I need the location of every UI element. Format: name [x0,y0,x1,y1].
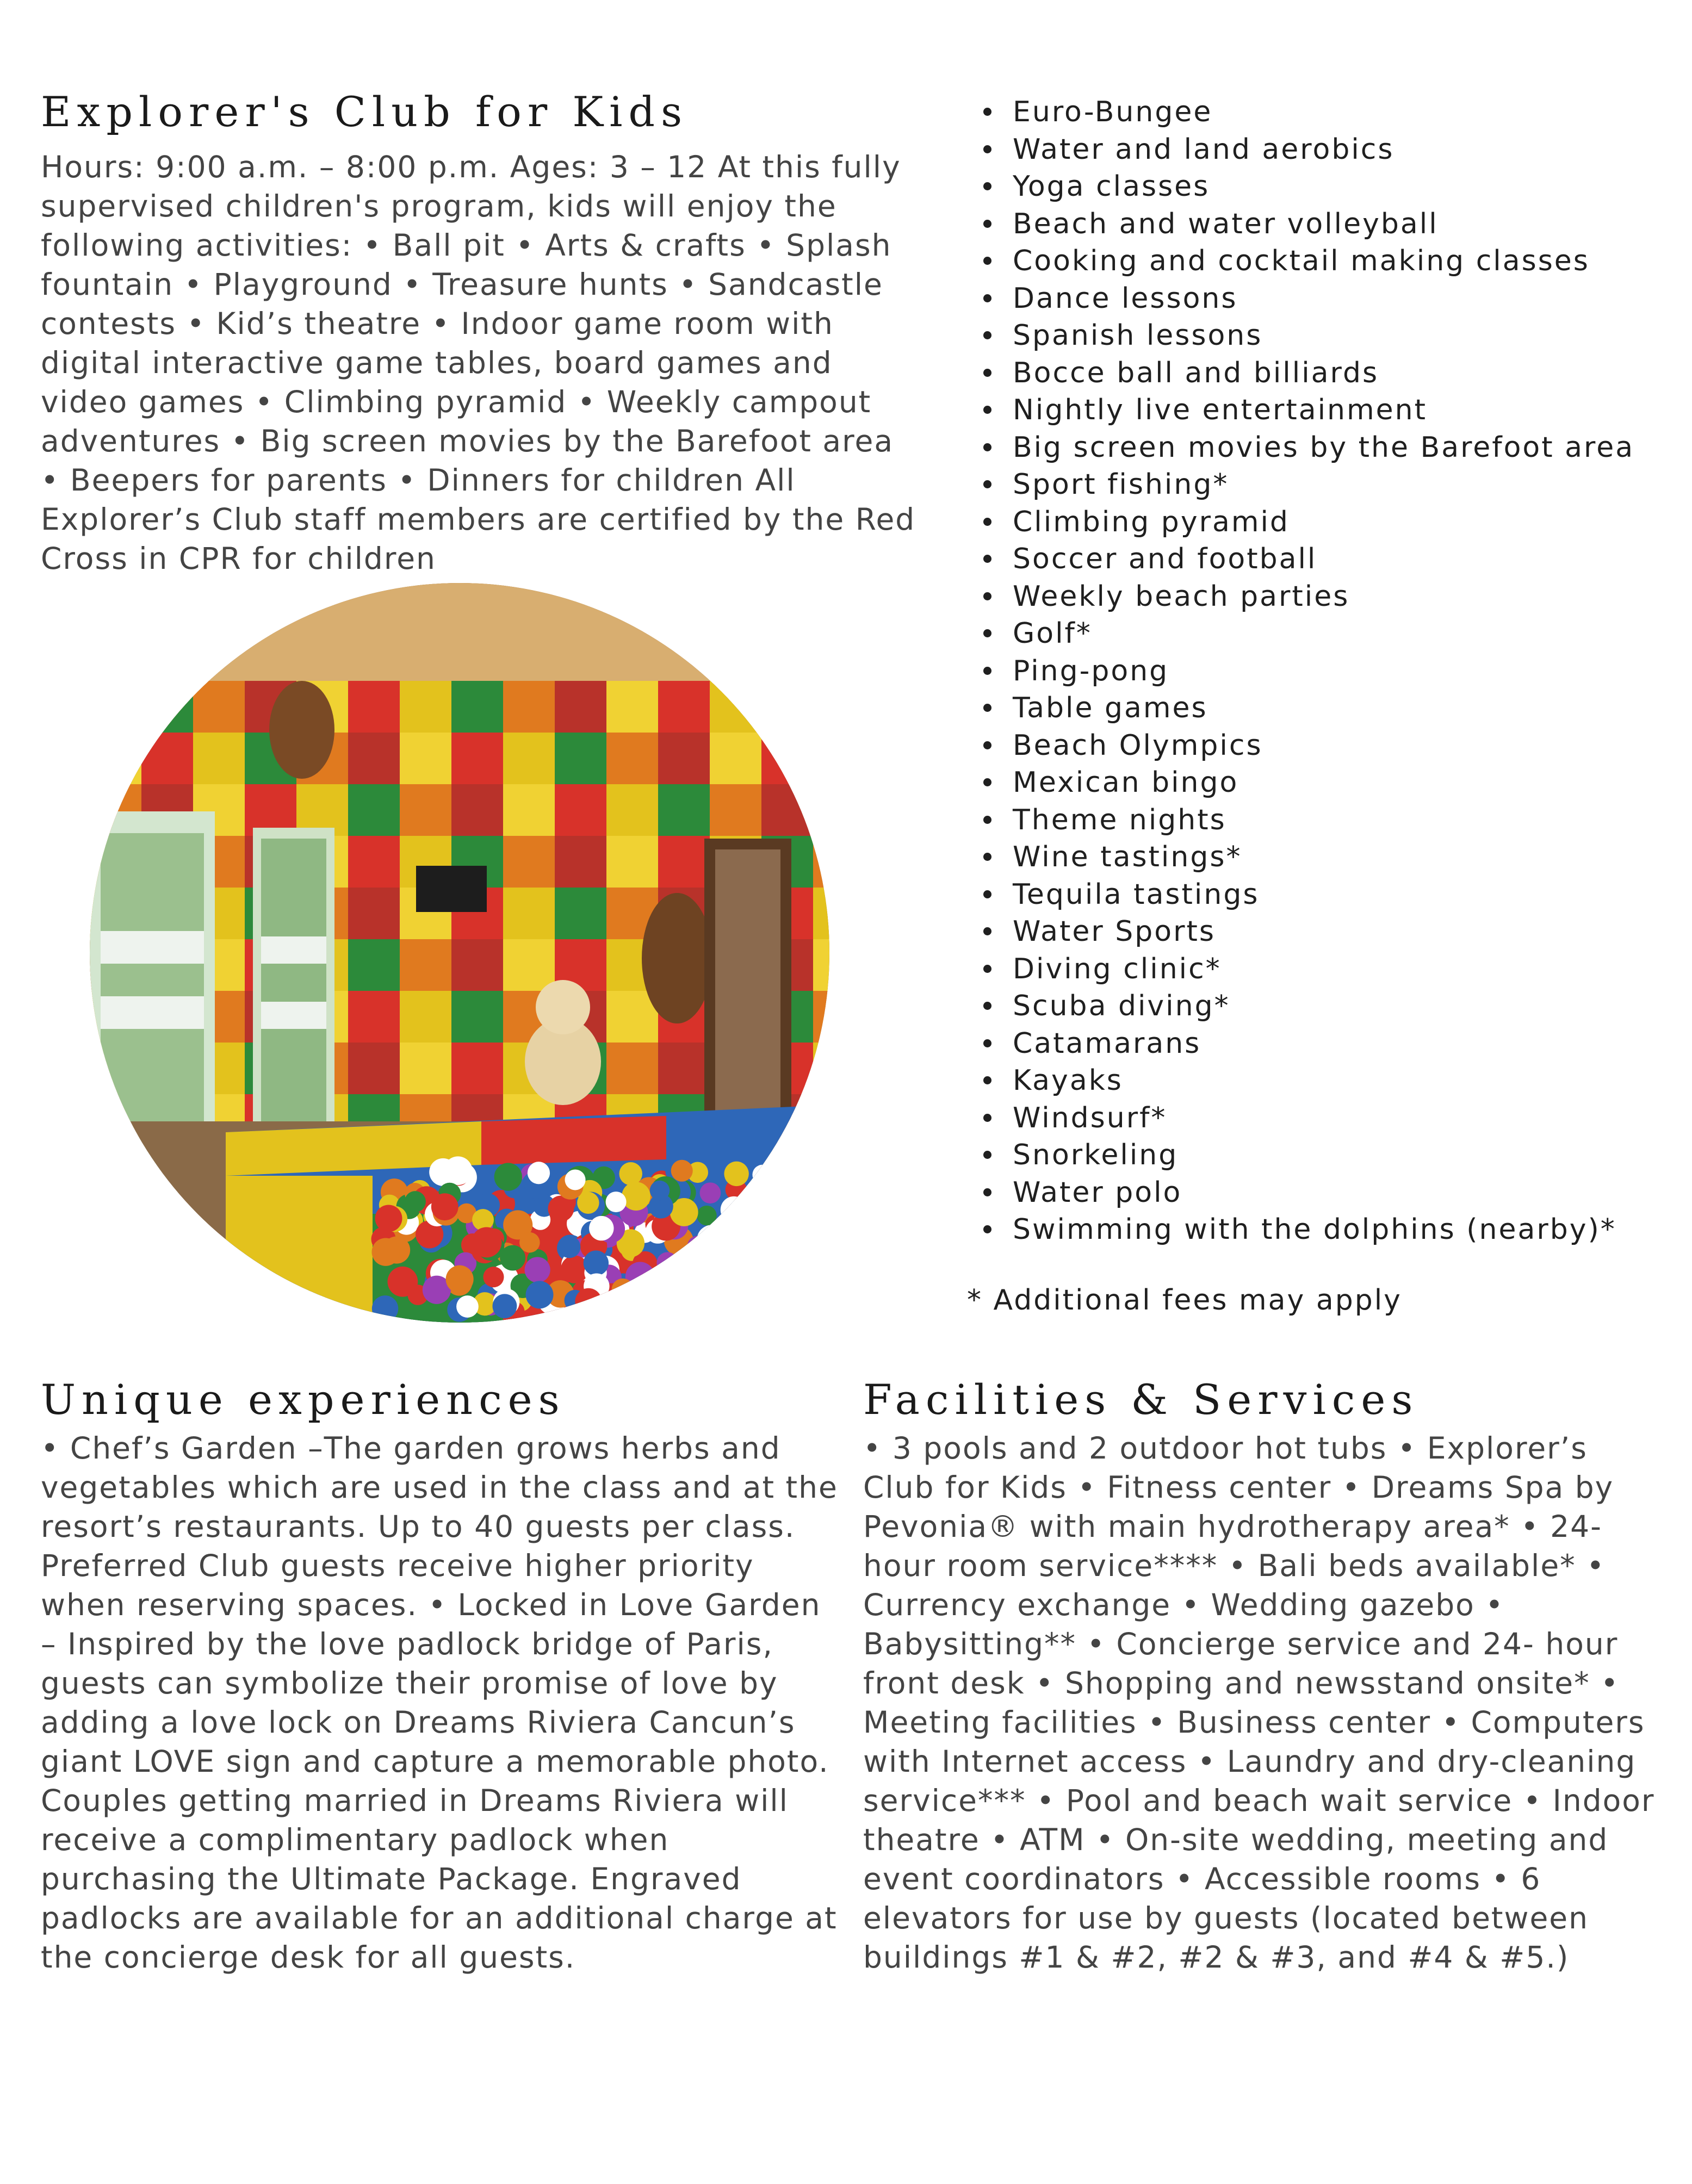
activity-item: Water polo [983,1174,1663,1212]
explorers-club-heading: Explorer's Club for Kids [41,88,689,136]
activity-item: Snorkeling [983,1137,1663,1174]
activity-item: Mexican bingo [983,764,1663,802]
activity-item: Beach Olympics [983,727,1663,765]
activity-item: Beach and water volleyball [983,206,1663,243]
activity-item: Kayaks [983,1062,1663,1100]
activity-item: Ping-pong [983,653,1663,690]
activity-item: Dance lessons [983,280,1663,318]
activity-item: Climbing pyramid [983,504,1663,541]
facilities-services-description: • 3 pools and 2 outdoor hot tubs • Explorer’s Club for Kids • Fitness center • Dreams Spa by Pevonia® with main hydrotherapy area* • 24-hour room service**** • Bali beds available* • Currency exchange • Wedding gazebo • Babysitting** • Concierge service and 24- hour front desk • Shopping and newsstand onsite* • Meeting facilities • Business center • Computers with Internet access • Laundry and dry-cleaning service*** • Pool and beach wait service • Indoor theatre • ATM • On-site wedding, meeting and event coordinators • Accessible rooms • 6 elevators for use by guests (located between buildings #1 & #2, #2 & #3, and #4 & #5.) [863,1431,1655,1975]
kids-club-photo [90,583,829,1323]
activity-item: Table games [983,690,1663,727]
activity-item: Golf* [983,615,1663,653]
explorers-club-description: Hours: 9:00 a.m. – 8:00 p.m. Ages: 3 – 12 At this fully supervised children's program, kids will enjoy the following activities: • Ball pit • Arts & crafts • Splash fountain • Playground • Treasure hunts • Sandcastle contests • Kid’s theatre • Indoor game room with digital interactive game tables, board games and video games • Climbing pyramid • Weekly campout adventures • Big screen movies by the Barefoot area • Beepers for parents • Dinners for children All Explorer’s Club staff members are certified by the Red Cross in CPR for children [41,150,916,576]
activities-list [983,94,1663,1249]
activity-item: Scuba diving* [983,988,1663,1025]
activity-item: Tequila tastings [983,876,1663,914]
activity-item: Theme nights [983,802,1663,839]
facilities-services-heading: Facilities & Services [863,1375,1419,1424]
unique-experiences-description: • Chef’s Garden –The garden grows herbs and vegetables which are used in the class and at the resort’s restaurants. Up to 40 guests per class. Preferred Club guests receive higher priority when reserving spaces. • Locked in Love Garden – Inspired by the love padlock bridge of Paris, guests can symbolize their promise of love by adding a love lock on Dreams Riviera Cancun’s giant LOVE sign and capture a memorable photo. Couples getting married in Dreams Riviera will receive a complimentary padlock when purchasing the Ultimate Package. Engraved padlocks are available for an additional charge at the concierge desk for all guests. [41,1431,838,1975]
activity-item: Water Sports [983,913,1663,951]
activity-item: Euro-Bungee [983,94,1663,131]
activity-item: Catamarans [983,1025,1663,1063]
unique-experiences-heading: Unique experiences [41,1375,566,1424]
activity-item: Sport fishing* [983,466,1663,504]
activity-item: Bocce ball and billiards [983,355,1663,392]
activity-item: Spanish lessons [983,317,1663,355]
activity-item: Swimming with the dolphins (nearby)* [983,1211,1663,1249]
activity-item: Water and land aerobics [983,131,1663,169]
activity-item: Cooking and cocktail making classes [983,243,1663,280]
activity-item: Windsurf* [983,1100,1663,1137]
activity-item: Weekly beach parties [983,578,1663,616]
activity-item: Nightly live entertainment [983,392,1663,429]
activity-item: Wine tastings* [983,839,1663,876]
activity-item: Big screen movies by the Barefoot area [983,429,1663,467]
activity-item: Soccer and football [983,541,1663,578]
additional-fees-note: * Additional fees may apply [967,1284,1402,1317]
activity-item: Yoga classes [983,168,1663,206]
activity-item: Diving clinic* [983,951,1663,988]
